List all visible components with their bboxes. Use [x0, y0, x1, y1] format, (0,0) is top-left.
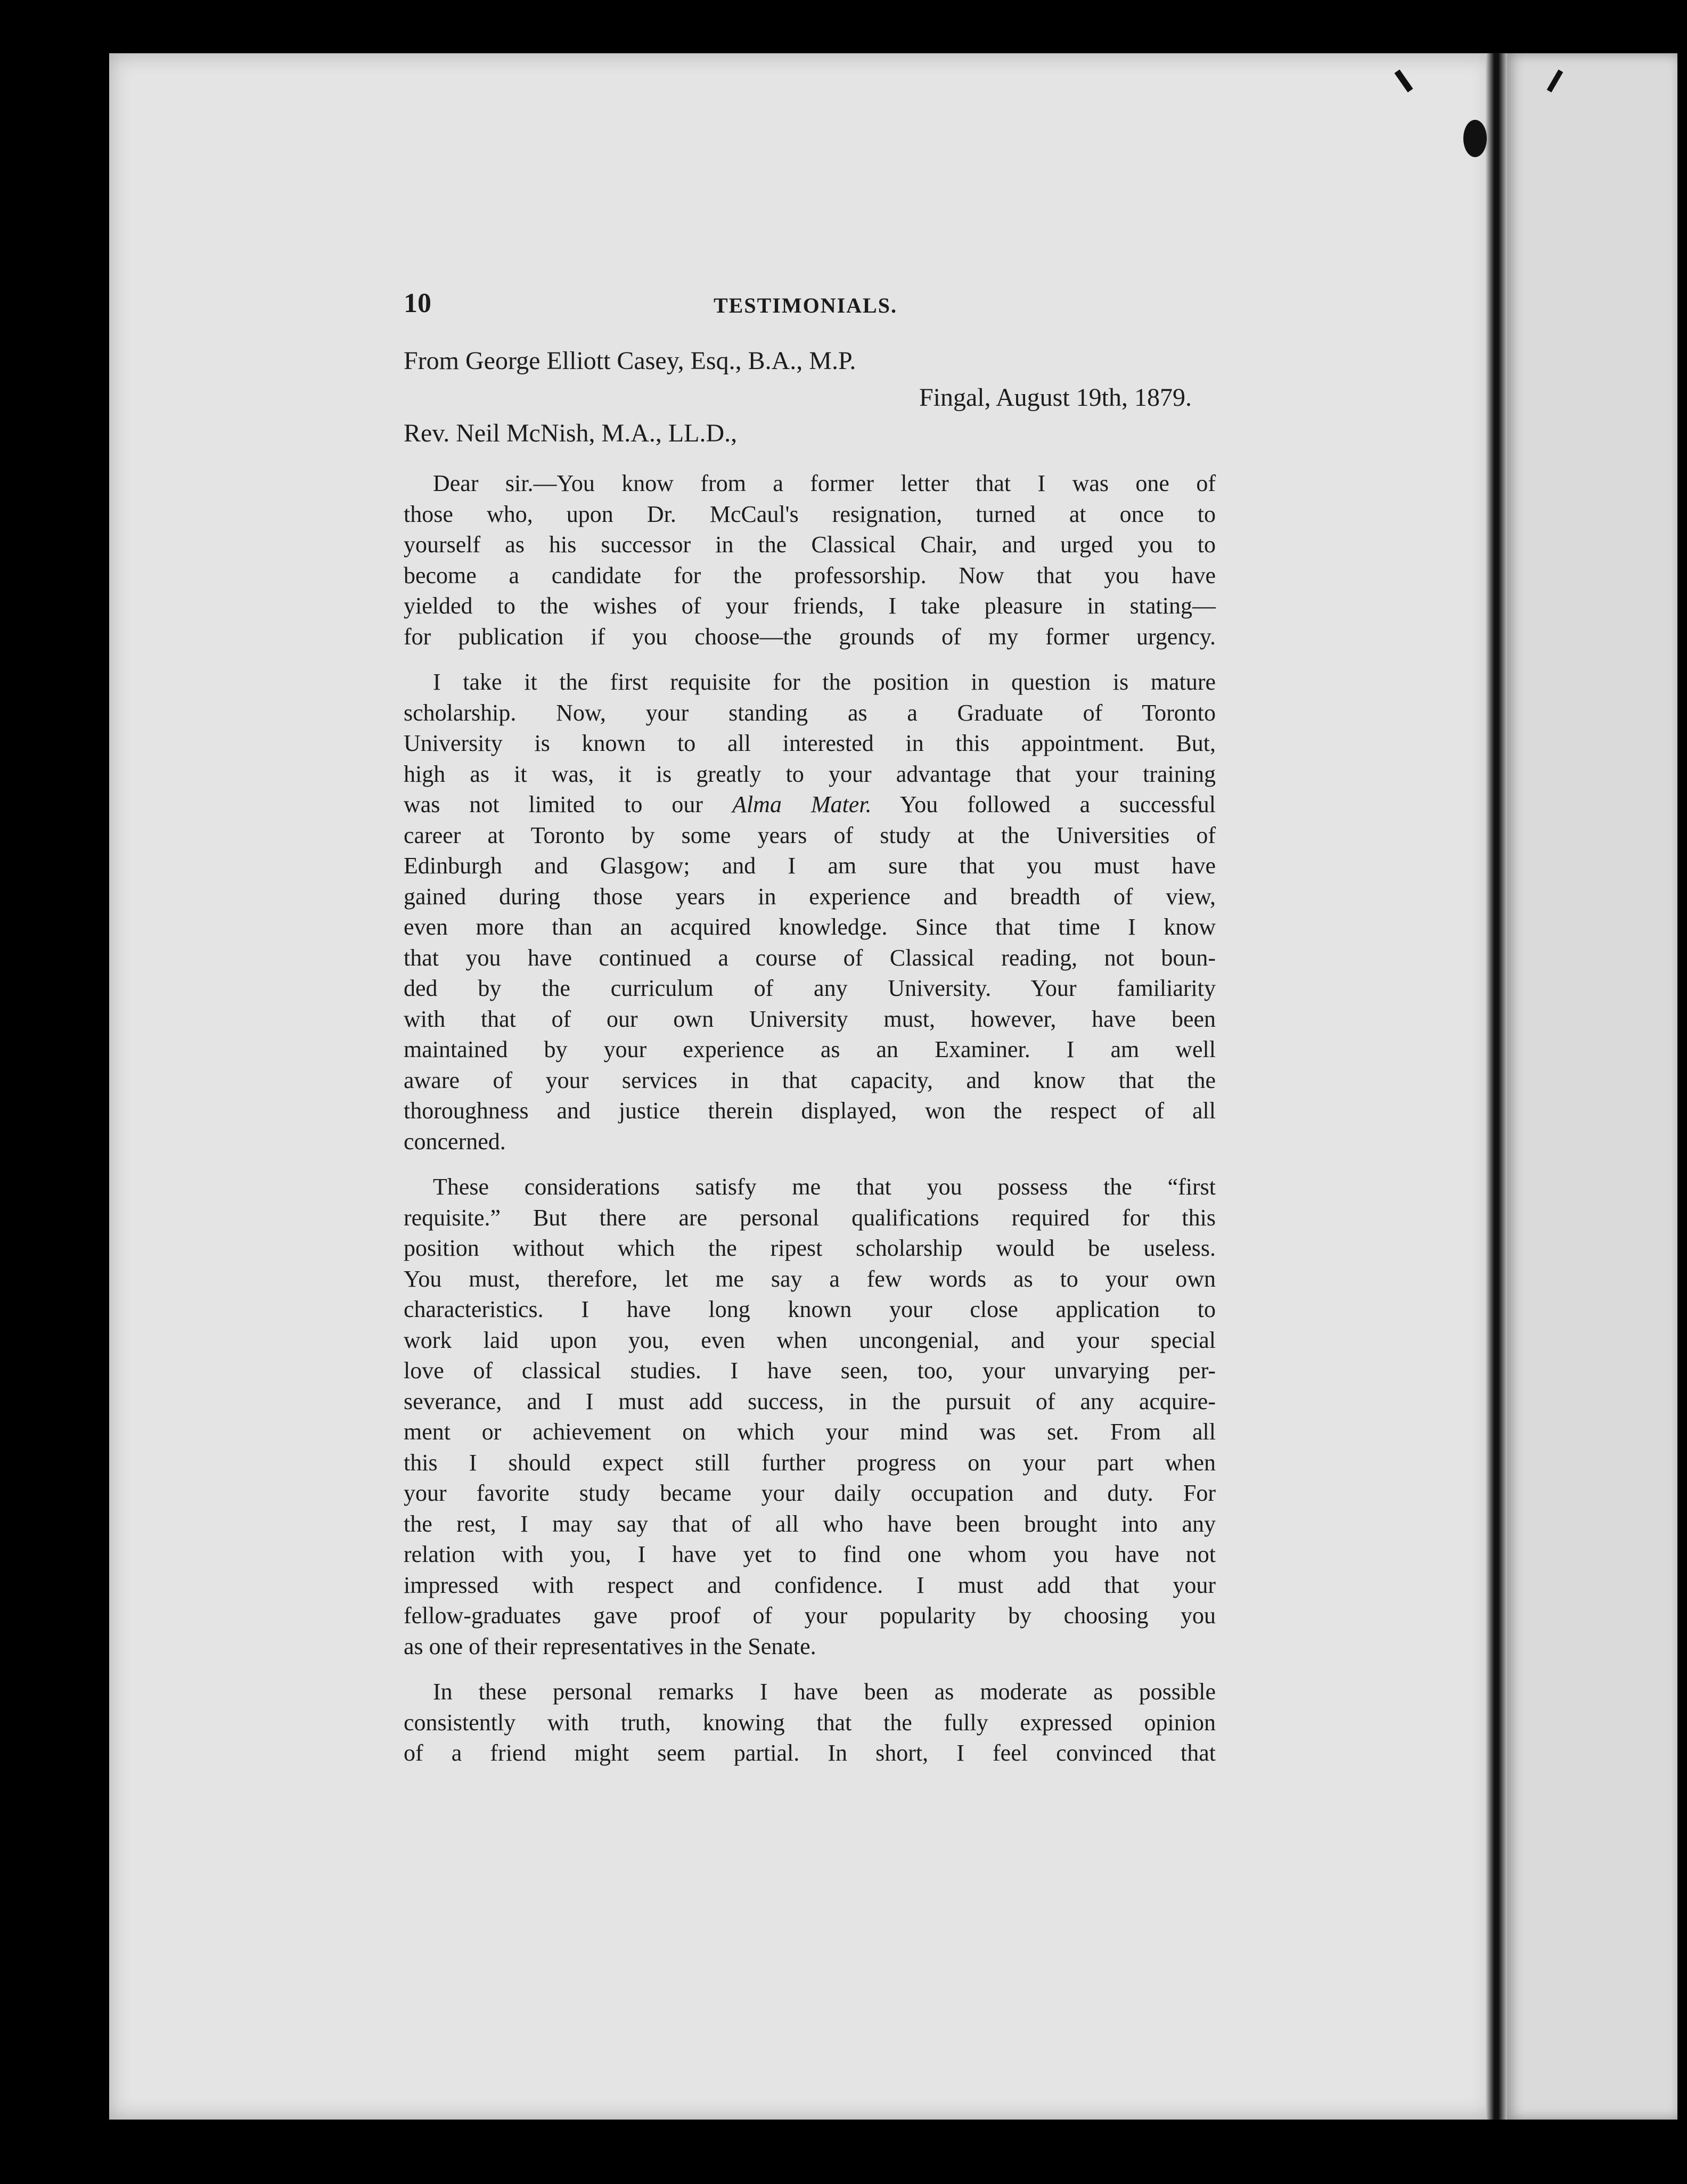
text-line: University is known to all interested in this appointment. But, [404, 730, 1216, 756]
text-line: as one of their representatives in the Senate. [404, 1633, 816, 1659]
text-line: scholarship. Now, your standing as a Graduate of Toronto [404, 699, 1216, 726]
text-line: with that of our own University must, however, have been [404, 1005, 1216, 1032]
text-segment: was not limited to our [404, 791, 733, 817]
text-line: ded by the curriculum of any University. Your familiarity [404, 975, 1216, 1001]
adjacent-page-edge [1507, 53, 1677, 2120]
text-line: become a candidate for the professorship. Now that you have [404, 562, 1216, 588]
text-line: maintained by your experience as an Examiner. I am well [404, 1036, 1216, 1062]
page-number: 10 [404, 288, 431, 318]
text-line: yourself as his successor in the Classical Chair, and urged you to [404, 531, 1216, 558]
text-line: position without which the ripest scholarship would be useless. [404, 1235, 1216, 1261]
text-line: relation with you, I have yet to find one whom you have not [404, 1541, 1216, 1567]
text-line: this I should expect still further progress on your part when [404, 1449, 1216, 1476]
text-line: work laid upon you, even when uncongenial, and your special [404, 1327, 1216, 1353]
page-header [404, 288, 1216, 336]
text-line: You must, therefore, let me say a few words as to your own [404, 1265, 1216, 1292]
binding-mark [1463, 120, 1487, 157]
text-line: severance, and I must add success, in the pursuit of any acquire- [404, 1388, 1216, 1414]
page-gutter [1486, 53, 1507, 2120]
text-line-with-italic [404, 789, 1216, 820]
text-line: Dear sir.—You know from a former letter that I was one of [433, 470, 1216, 496]
text-line: consistently with truth, knowing that the fully expressed opinion [404, 1709, 1216, 1736]
letter-paragraph-2 [404, 667, 1216, 1157]
text-line: impressed with respect and confidence. I must add that your [404, 1572, 1216, 1598]
text-line: even more than an acquired knowledge. Since that time I know [404, 914, 1216, 940]
text-line: Edinburgh and Glasgow; and I am sure that you must have [404, 853, 1216, 879]
text-line: fellow-graduates gave proof of your popularity by choosing you [404, 1602, 1216, 1629]
italic-phrase: Alma Mater. [732, 791, 872, 817]
text-line: the rest, I may say that of all who have been brought into any [404, 1510, 1216, 1537]
page-text-block [404, 288, 1216, 1784]
text-line: requisite.” But there are personal qualifications required for this [404, 1204, 1216, 1231]
letter-from-line: From George Elliott Casey, Esq., B.A., M.P. [404, 347, 856, 375]
letter-paragraph-1 [404, 468, 1216, 652]
text-line: yielded to the wishes of your friends, I take pleasure in stating— [404, 593, 1216, 619]
text-line: that you have continued a course of Classical reading, not boun- [404, 944, 1216, 971]
letter-paragraph-3 [404, 1172, 1216, 1662]
text-line: aware of your services in that capacity, and know that the [404, 1067, 1216, 1093]
text-line: In these personal remarks I have been as moderate as possible [433, 1679, 1216, 1705]
running-head: TESTIMONIALS. [714, 293, 897, 317]
text-line: career at Toronto by some years of study at the Universities of [404, 822, 1216, 848]
text-line: love of classical studies. I have seen, too, your unvarying per- [404, 1357, 1216, 1384]
letter-addressee: Rev. Neil McNish, M.A., LL.D., [404, 419, 738, 447]
text-segment: You followed a successful [871, 791, 1216, 817]
text-line: concerned. [404, 1128, 506, 1155]
text-line: of a friend might seem partial. In short, I feel convinced that [404, 1740, 1216, 1766]
text-line: I take it the first requisite for the position in question is mature [433, 669, 1216, 695]
text-line: gained during those years in experience and breadth of view, [404, 883, 1216, 910]
text-line: for publication if you choose—the grounds of my former urgency. [404, 623, 1216, 650]
text-line: thoroughness and justice therein displayed, won the respect of all [404, 1098, 1216, 1124]
text-line: your favorite study became your daily occupation and duty. For [404, 1480, 1216, 1506]
text-line: These considerations satisfy me that you possess the “first [433, 1174, 1216, 1200]
text-line: high as it was, it is greatly to your advantage that your training [404, 760, 1216, 787]
text-line: characteristics. I have long known your close application to [404, 1296, 1216, 1322]
text-line: those who, upon Dr. McCaul's resignation, turned at once to [404, 501, 1216, 527]
text-line: ment or achievement on which your mind was set. From all [404, 1419, 1216, 1445]
letter-dateline: Fingal, August 19th, 1879. [919, 383, 1192, 412]
letter-paragraph-4 [404, 1676, 1216, 1769]
